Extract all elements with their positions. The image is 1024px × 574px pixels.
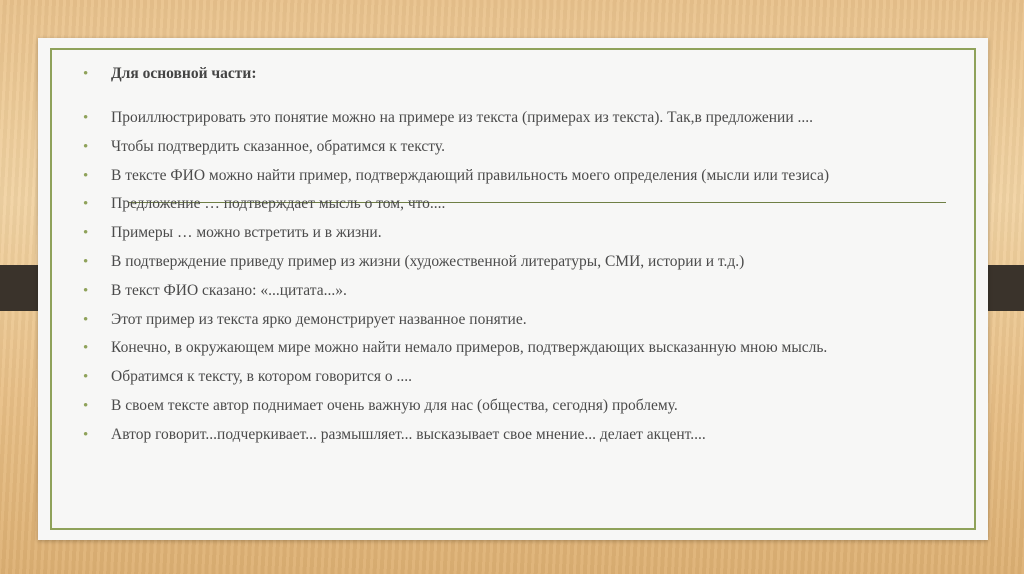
bullet-text: В подтверждение приведу пример из жизни (художественной литературы, СМИ, истории и т.д.) <box>111 252 745 270</box>
bullet-icon: • <box>83 225 89 242</box>
bullet-icon: • <box>83 369 89 386</box>
bullet-item <box>83 166 948 186</box>
section-heading: Для основной части: <box>111 65 257 82</box>
bullet-item <box>83 137 948 157</box>
bullet-icon: • <box>83 311 89 328</box>
bullet-icon: • <box>83 426 89 443</box>
bullet-item-heading <box>83 64 948 84</box>
bullet-item <box>83 194 948 214</box>
bullet-item <box>83 338 948 358</box>
bullet-text: Этот пример из текста ярко демонстрирует названное понятие. <box>111 310 527 328</box>
bullet-item <box>83 252 948 272</box>
bullet-text: Обратимся к тексту, в котором говорится о .... <box>111 368 413 386</box>
slide-page <box>38 38 988 540</box>
bullet-icon: • <box>83 110 89 126</box>
bullet-icon: • <box>83 340 89 357</box>
bullet-icon: • <box>83 253 89 270</box>
bullet-icon: • <box>83 397 89 414</box>
bullet-item <box>83 310 948 330</box>
bullet-icon: • <box>83 196 89 213</box>
bullet-text: В своем тексте автор поднимает очень важную для нас (общества, сегодня) проблему. <box>111 396 678 414</box>
bullet-icon: • <box>83 282 89 299</box>
bullet-item <box>83 108 948 128</box>
bullet-text: Чтобы подтвердить сказанное, обратимся к тексту. <box>111 137 445 155</box>
bullet-item <box>83 425 948 445</box>
bullet-item <box>83 367 948 387</box>
bullet-icon: • <box>83 167 89 184</box>
bullet-icon: • <box>83 66 89 82</box>
bullet-text: Автор говорит...подчеркивает... размышляет... высказывает свое мнение... делает акцент.... <box>111 425 706 443</box>
bullet-text: Проиллюстрировать это понятие можно на примере из текста (примерах из текста). Так,в предложении .... <box>111 109 814 126</box>
bullet-item <box>83 281 948 301</box>
bullet-text: В тексте ФИО можно найти пример, подтверждающий правильность моего определения (мысли или тезиса) <box>111 166 830 184</box>
bullet-text: Конечно, в окружающем мире можно найти немало примеров, подтверждающих высказанную мною мысль. <box>111 339 828 357</box>
bullet-text: Примеры … можно встретить и в жизни. <box>111 224 382 242</box>
bullet-item <box>83 396 948 416</box>
bullet-icon: • <box>83 138 89 155</box>
bullet-text: Предложение … подтверждает мысль о том, что.... <box>111 195 446 213</box>
bullet-item <box>83 223 948 243</box>
bullet-text: В текст ФИО сказано: «...цитата...». <box>111 281 347 299</box>
bullet-list <box>83 64 948 454</box>
